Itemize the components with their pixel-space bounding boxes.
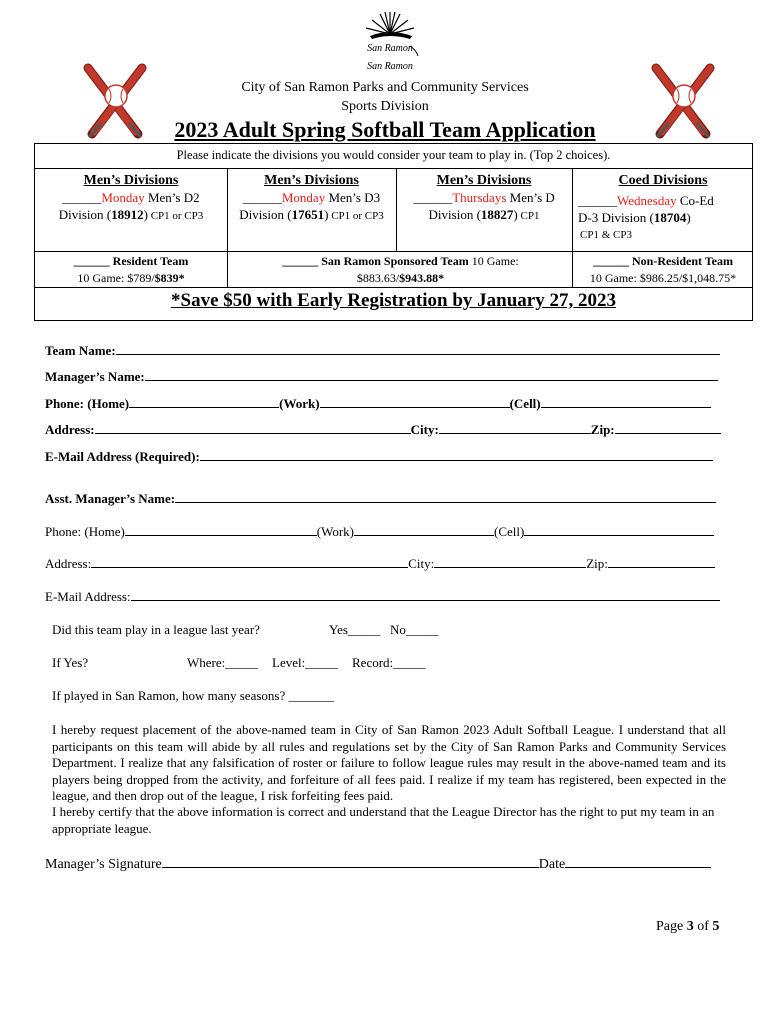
fee-option-non-resident[interactable]: ______ Non-Resident Team 10 Game: $986.25/$1,048.75* <box>589 254 737 285</box>
manager-name-field[interactable]: Manager’s Name: <box>45 368 725 385</box>
team-name-field[interactable]: Team Name: <box>45 342 725 359</box>
logo-text-2: San Ramon <box>367 61 413 72</box>
page-number: Page 3 of 5 <box>656 919 720 934</box>
division-option-coed-d3[interactable]: Coed Divisions ______Wednesday Co-Ed D-3 Division (18704) CP1 & CP3 <box>578 173 714 241</box>
manager-phone-field[interactable]: Phone: (Home) (Work) (Cell) <box>45 395 725 412</box>
sports-division: Sports Division <box>341 99 429 114</box>
table-instruction: Please indicate the divisions you would consider your team to play in. (Top 2 choices). <box>176 148 611 162</box>
division-option-mens-d2[interactable]: Men’s Divisions ______Monday Men’s D2 Division (18912) CP1 or CP3 <box>58 173 204 222</box>
page-title: 2023 Adult Spring Softball Team Application <box>174 117 596 142</box>
org-name: City of San Ramon Parks and Community Services <box>241 80 529 95</box>
where-field[interactable]: Where:_____ <box>187 655 258 670</box>
if-yes-label: If Yes? <box>52 655 89 670</box>
manager-address-field[interactable]: Address: City: Zip: <box>45 421 725 438</box>
san-ramon-logo <box>350 6 430 76</box>
league-last-year-question: Did this team play in a league last year? <box>52 622 260 637</box>
manager-email-field[interactable]: E-Mail Address (Required): <box>45 448 725 465</box>
asst-manager-name-field[interactable]: Asst. Manager’s Name: <box>45 490 725 507</box>
request-statement: I hereby request placement of the above-named team in City of San Ramon 2023 Adult Softball League. I understand that all participants on this team will abide by all rules and regulations set by the City of San Ramon Parks and Community Services Department. I realize that any falsification of roster or failure to follow league rules may result in the above-named team and its players being dropped from the activity, and forfeiture of all fees paid. I realize if my team has registered, been expected in the league, and then drop out of the league, I risk forfeiting fees paid. <box>52 722 726 803</box>
no-option[interactable]: No_____ <box>390 622 439 637</box>
level-field[interactable]: Level:_____ <box>272 655 338 670</box>
asst-address-field[interactable]: Address: City: Zip: <box>45 555 725 572</box>
seasons-field[interactable]: If played in San Ramon, how many seasons? _______ <box>52 688 334 703</box>
yes-option[interactable]: Yes_____ <box>329 622 381 637</box>
fee-option-sponsored[interactable]: ______ San Ramon Sponsored Team 10 Game: $883.63/$943.88* <box>282 254 519 285</box>
early-registration-notice: *Save $50 with Early Registration by January 27, 2023 <box>171 290 616 311</box>
manager-signature-field[interactable]: Manager’s Signature Date <box>45 855 725 873</box>
asst-phone-field[interactable]: Phone: (Home) (Work) (Cell) <box>45 523 725 540</box>
fee-option-resident[interactable]: ______ Resident Team 10 Game: $789/$839* <box>73 254 189 285</box>
record-field[interactable]: Record:_____ <box>352 655 426 670</box>
logo-text-1: San Ramon <box>367 43 413 54</box>
divisions-table <box>34 143 753 321</box>
division-option-mens-d3[interactable]: Men’s Divisions ______Monday Men’s D3 Division (17651) CP1 or CP3 <box>239 173 384 222</box>
certify-statement: I hereby certify that the above information is correct and understand that the League Director has the right to put my team in an appropriate league. <box>52 804 715 836</box>
division-option-mens-thursday[interactable]: Men’s Divisions ______Thursdays Men’s D Division (18827) CP1 <box>413 173 555 222</box>
asst-email-field[interactable]: E-Mail Address: <box>45 588 725 605</box>
